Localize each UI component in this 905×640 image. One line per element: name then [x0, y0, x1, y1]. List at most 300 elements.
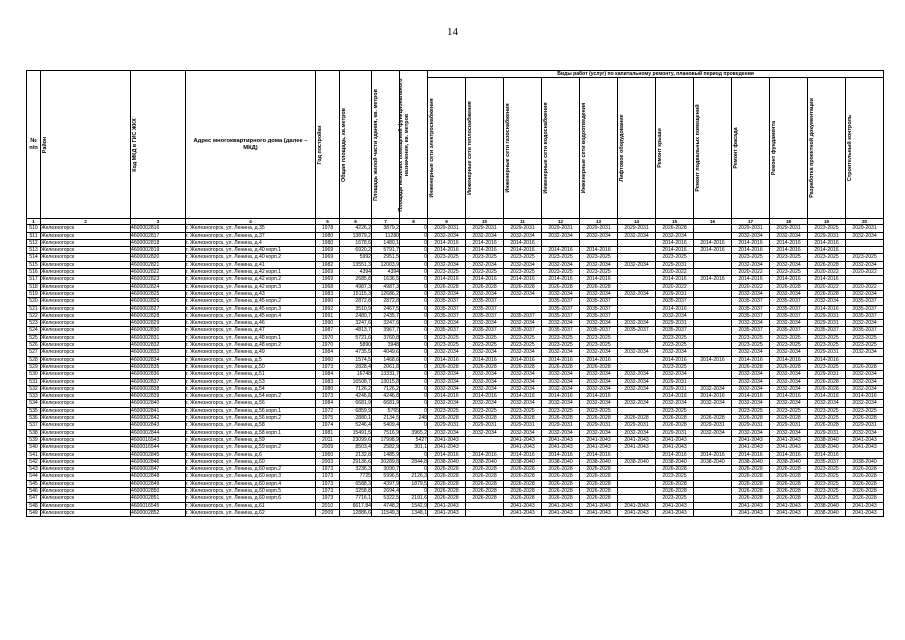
- cell-work-period: 2014-2016: [694, 239, 732, 246]
- cell-addr: г. Железногорск, ул. Ленина, д.45 корп.3: [186, 305, 316, 312]
- cell-work-period: 2041-2043: [656, 502, 694, 509]
- cell-work-period: 2026-2028: [466, 487, 504, 494]
- cell-y: 1973: [316, 495, 340, 502]
- cell-work-period: 2026-2028: [808, 378, 846, 385]
- table-row: [27, 283, 884, 290]
- cell-work-period: 2041-2043: [504, 436, 542, 443]
- cell-code: 4600002840: [131, 400, 186, 407]
- cell-n: 514: [27, 254, 41, 261]
- cell-work-period: 2023-2025: [808, 363, 846, 370]
- cell-work-period: 2023-2025: [808, 407, 846, 414]
- cell-la: 5791,7: [372, 247, 400, 254]
- cell-na: 0: [400, 320, 428, 327]
- cell-la: 12003,9: [372, 261, 400, 268]
- cell-code: 4600002833: [131, 349, 186, 356]
- cell-work-period: 2035-2037: [846, 327, 884, 334]
- cell-ta: 5246,4: [340, 422, 372, 429]
- cell-work-period: 2032-2034: [694, 400, 732, 407]
- cell-work-period: 2023-2025: [542, 342, 580, 349]
- table-row: [27, 276, 884, 283]
- cell-work-period: 2032-2034: [770, 385, 808, 392]
- cell-addr: г. Железногорск, ул. Ленина, д.56 корп.2: [186, 415, 316, 422]
- cell-work-period: 2041-2043: [618, 502, 656, 509]
- table-row: [27, 378, 884, 385]
- cell-work-period: 2035-2037: [732, 305, 770, 312]
- cell-work-period: 2026-2028: [580, 283, 618, 290]
- cell-work-period: 2026-2028: [542, 363, 580, 370]
- cell-work-period: 2026-2028: [466, 283, 504, 290]
- cell-work-period: 2014-2016: [504, 393, 542, 400]
- cell-work-period: 2035-2037: [466, 312, 504, 319]
- cell-work-period: 2026-2028: [580, 473, 618, 480]
- cell-work-period: [466, 444, 504, 451]
- cell-work-period: 2023-2025: [504, 254, 542, 261]
- cell-work-period: [694, 225, 732, 232]
- cell-work-period: 2026-2028: [504, 473, 542, 480]
- cell-work-period: 2029-2031: [770, 422, 808, 429]
- table-row: [27, 363, 884, 370]
- cell-work-period: [694, 269, 732, 276]
- cell-work-period: 2029-2031: [466, 422, 504, 429]
- cell-work-period: 2029-2031: [808, 320, 846, 327]
- cell-work-period: [846, 451, 884, 458]
- cell-ta: 5721,6: [340, 334, 372, 341]
- cell-y: 1991: [316, 312, 340, 319]
- cell-work-period: 2023-2025: [770, 254, 808, 261]
- cell-d: Железногорск: [41, 247, 131, 254]
- cell-work-period: 2032-2034: [542, 261, 580, 268]
- cell-work-period: 2032-2034: [542, 429, 580, 436]
- cell-ta: 1574,5: [340, 356, 372, 363]
- cell-work-period: 2035-2037: [770, 312, 808, 319]
- cell-work-period: 2029-2031: [428, 225, 466, 232]
- cell-na: 0: [400, 400, 428, 407]
- cell-work-period: 2023-2025: [732, 342, 770, 349]
- cell-work-period: 2014-2016: [846, 393, 884, 400]
- cell-y: 1968: [316, 283, 340, 290]
- cell-n: 539: [27, 436, 41, 443]
- cell-ta: 2132,8: [340, 451, 372, 458]
- cell-la: 11549,3: [372, 509, 400, 516]
- cell-work-period: 2029-2031: [656, 429, 694, 436]
- cell-work-period: 2026-2028: [542, 495, 580, 502]
- cell-work-period: [694, 327, 732, 334]
- cell-la: 17998,9: [372, 436, 400, 443]
- cell-work-period: 2029-2031: [656, 290, 694, 297]
- cell-work-period: [618, 334, 656, 341]
- cell-work-period: 2014-2016: [808, 451, 846, 458]
- cell-n: 515: [27, 261, 41, 268]
- cell-work-period: 2014-2016: [542, 356, 580, 363]
- cell-la: 4748,2: [372, 502, 400, 509]
- cell-work-period: 2035-2037: [466, 298, 504, 305]
- cell-work-period: 2035-2037: [580, 312, 618, 319]
- cell-work-period: 2032-2034: [466, 429, 504, 436]
- cell-work-period: 2032-2034: [428, 400, 466, 407]
- cell-d: Железногорск: [41, 363, 131, 370]
- cell-work-period: 2032-2034: [656, 349, 694, 356]
- cell-work-period: 2026-2028: [770, 473, 808, 480]
- cell-ta: 3258,8: [340, 487, 372, 494]
- cell-work-period: 2041-2043: [428, 444, 466, 451]
- table-row: [27, 451, 884, 458]
- cell-work-period: 2032-2034: [542, 232, 580, 239]
- cell-work-period: 2032-2034: [428, 378, 466, 385]
- cell-code: 4600002827: [131, 305, 186, 312]
- cell-work-period: 2026-2028: [732, 466, 770, 473]
- cell-work-period: [694, 473, 732, 480]
- cell-code: 4600016545: [131, 502, 186, 509]
- cell-y: 1980: [316, 232, 340, 239]
- cell-y: 1972: [316, 407, 340, 414]
- cell-work-period: [694, 334, 732, 341]
- cell-work-period: 2029-2031: [770, 225, 808, 232]
- cell-work-period: [618, 269, 656, 276]
- cell-y: 1978: [316, 225, 340, 232]
- cell-la: 1468,6: [372, 356, 400, 363]
- cell-work-period: [504, 305, 542, 312]
- cell-work-period: 2026-2028: [770, 487, 808, 494]
- cell-n: 547: [27, 495, 41, 502]
- cell-work-period: 2029-2031: [808, 232, 846, 239]
- cell-code: 4600002830: [131, 327, 186, 334]
- cell-work-period: [618, 247, 656, 254]
- cell-ta: 6681,9: [340, 400, 372, 407]
- cell-la: 2134,5: [372, 415, 400, 422]
- cell-code: 4600002819: [131, 247, 186, 254]
- cell-work-period: [504, 298, 542, 305]
- header-living-area: Площадь жилой части здания, кв. метров: [372, 71, 400, 219]
- cell-code: 4600002850: [131, 487, 186, 494]
- cell-work-period: 2038-2040: [808, 502, 846, 509]
- cell-work-period: 2026-2028: [846, 487, 884, 494]
- cell-y: 1984: [316, 371, 340, 378]
- cell-work-period: 2032-2034: [808, 400, 846, 407]
- cell-n: 526: [27, 342, 41, 349]
- cell-work-period: 2023-2025: [770, 269, 808, 276]
- cell-addr: г. Железногорск, ул. Ленина, д.51: [186, 371, 316, 378]
- cell-work-period: 2041-2043: [428, 436, 466, 443]
- cell-work-period: 2023-2025: [732, 254, 770, 261]
- cell-work-period: 2023-2025: [580, 254, 618, 261]
- table-row: [27, 371, 884, 378]
- cell-y: 1970: [316, 334, 340, 341]
- cell-addr: г. Железногорск, ул. Ленина, д.59 корп.2: [186, 444, 316, 451]
- cell-work-period: 2023-2025: [504, 269, 542, 276]
- cell-work-period: 2032-2034: [504, 385, 542, 392]
- cell-work-period: 2035-2037: [580, 305, 618, 312]
- cell-work-period: 2026-2028: [580, 495, 618, 502]
- cell-n: 521: [27, 305, 41, 312]
- header-no: № п/п: [27, 71, 41, 219]
- cell-work-period: 2032-2034: [466, 349, 504, 356]
- cell-work-period: 2020-2022: [846, 283, 884, 290]
- cell-d: Железногорск: [41, 327, 131, 334]
- cell-n: 520: [27, 298, 41, 305]
- cell-n: 540: [27, 444, 41, 451]
- cell-work-period: 2014-2016: [542, 451, 580, 458]
- cell-work-period: [694, 480, 732, 487]
- cell-y: 1982: [316, 261, 340, 268]
- cell-ta: 29136,6: [340, 458, 372, 465]
- cell-na: 0: [400, 312, 428, 319]
- column-number: 10: [466, 219, 504, 225]
- cell-na: 1348,1: [400, 509, 428, 516]
- cell-code: 4600002818: [131, 239, 186, 246]
- cell-d: Железногорск: [41, 342, 131, 349]
- cell-work-period: 2014-2016: [770, 393, 808, 400]
- cell-na: 0: [400, 349, 428, 356]
- cell-work-period: 2014-2016: [656, 305, 694, 312]
- cell-work-period: 2029-2031: [694, 422, 732, 429]
- cell-work-period: 2032-2034: [656, 400, 694, 407]
- header-work-11: Разработка проектной документации: [808, 78, 846, 219]
- cell-work-period: 2041-2043: [542, 509, 580, 516]
- cell-work-period: 2014-2016: [580, 247, 618, 254]
- cell-work-period: 2032-2034: [542, 385, 580, 392]
- cell-d: Железногорск: [41, 334, 131, 341]
- cell-work-period: 2023-2025: [808, 487, 846, 494]
- cell-work-period: 2026-2028: [656, 466, 694, 473]
- cell-work-period: 2023-2025: [656, 342, 694, 349]
- header-work-2: Инженерные сети теплоснабжения: [466, 78, 504, 219]
- cell-work-period: 2020-2022: [808, 269, 846, 276]
- cell-code: 4600002848: [131, 473, 186, 480]
- cell-work-period: 2029-2031: [542, 225, 580, 232]
- cell-work-period: [618, 239, 656, 246]
- cell-na: 0: [400, 356, 428, 363]
- cell-work-period: 2035-2037: [466, 327, 504, 334]
- cell-work-period: 2026-2028: [808, 290, 846, 297]
- table-row: [27, 225, 884, 232]
- cell-la: 4987,3: [372, 283, 400, 290]
- cell-work-period: 2032-2034: [732, 320, 770, 327]
- cell-code: 4600002834: [131, 356, 186, 363]
- cell-work-period: 2032-2034: [618, 349, 656, 356]
- cell-y: 2011: [316, 436, 340, 443]
- cell-work-period: [618, 480, 656, 487]
- cell-n: 518: [27, 283, 41, 290]
- cell-work-period: 2023-2025: [846, 254, 884, 261]
- cell-la: 12686,2: [372, 290, 400, 297]
- cell-la: 1485,9: [372, 451, 400, 458]
- cell-work-period: 2026-2028: [466, 466, 504, 473]
- cell-work-period: [694, 283, 732, 290]
- cell-work-period: 2026-2028: [732, 415, 770, 422]
- cell-work-period: 2035-2037: [732, 312, 770, 319]
- cell-y: 2009: [316, 444, 340, 451]
- cell-work-period: [618, 451, 656, 458]
- cell-addr: г. Железногорск, ул. Ленина, д.62: [186, 509, 316, 516]
- cell-code: 4600002832: [131, 342, 186, 349]
- cell-la: 2435,7: [372, 312, 400, 319]
- cell-work-period: 2038-2040: [542, 458, 580, 465]
- table-row: [27, 290, 884, 297]
- cell-work-period: 2032-2034: [732, 349, 770, 356]
- cell-addr: г. Железногорск, ул. Ленина, д.43: [186, 290, 316, 297]
- cell-ta: 3510,9: [340, 305, 372, 312]
- cell-d: Железногорск: [41, 239, 131, 246]
- cell-work-period: 2026-2028: [808, 385, 846, 392]
- cell-work-period: 2026-2028: [656, 225, 694, 232]
- cell-work-period: 2035-2037: [580, 298, 618, 305]
- cell-work-period: 2035-2037: [770, 298, 808, 305]
- column-number: 15: [656, 219, 694, 225]
- column-number: 7: [372, 219, 400, 225]
- cell-na: 0: [400, 451, 428, 458]
- table-row: [27, 305, 884, 312]
- cell-work-period: 2029-2031: [656, 378, 694, 385]
- cell-na: 0: [400, 385, 428, 392]
- cell-work-period: 2026-2028: [656, 487, 694, 494]
- cell-work-period: 2014-2016: [770, 239, 808, 246]
- cell-work-period: 2041-2043: [846, 509, 884, 516]
- cell-y: 2003: [316, 458, 340, 465]
- cell-work-period: 2014-2016: [466, 451, 504, 458]
- cell-work-period: 2023-2025: [428, 334, 466, 341]
- cell-work-period: 2023-2025: [808, 473, 846, 480]
- cell-na: 301,1: [400, 444, 428, 451]
- cell-addr: г. Железногорск, ул. Ленина, д.56 корп.1: [186, 407, 316, 414]
- cell-work-period: 2023-2025: [428, 269, 466, 276]
- table-row: [27, 487, 884, 494]
- cell-n: 524: [27, 327, 41, 334]
- header-work-4: Инженерные сети водоснабжения: [542, 78, 580, 219]
- column-number: 6: [340, 219, 372, 225]
- cell-work-period: 2035-2037: [504, 327, 542, 334]
- cell-ta: 2480,7: [340, 312, 372, 319]
- cell-work-period: 2032-2034: [504, 400, 542, 407]
- cell-work-period: 2014-2016: [428, 356, 466, 363]
- cell-work-period: 2035-2037: [428, 305, 466, 312]
- cell-na: 1542,9: [400, 502, 428, 509]
- cell-work-period: 2032-2034: [580, 371, 618, 378]
- cell-d: Железногорск: [41, 261, 131, 268]
- cell-work-period: 2032-2034: [770, 349, 808, 356]
- cell-work-period: 2023-2025: [542, 334, 580, 341]
- cell-work-period: 2029-2031: [846, 225, 884, 232]
- cell-work-period: 2026-2028: [732, 480, 770, 487]
- cell-work-period: 2035-2037: [656, 327, 694, 334]
- cell-work-period: 2023-2025: [808, 415, 846, 422]
- cell-n: 536: [27, 415, 41, 422]
- cell-work-period: 2026-2028: [504, 487, 542, 494]
- header-works-group: Виды работ (услуг) по капитальному ремонту, плановый период проведения: [428, 71, 884, 78]
- cell-la: 4246,8: [372, 393, 400, 400]
- cell-work-period: 2032-2034: [618, 320, 656, 327]
- cell-la: 4394: [372, 269, 400, 276]
- cell-d: Железногорск: [41, 407, 131, 414]
- header-district: Район: [41, 71, 131, 219]
- table-row: [27, 415, 884, 422]
- cell-work-period: 2029-2031: [732, 422, 770, 429]
- cell-work-period: [618, 407, 656, 414]
- cell-work-period: 2014-2016: [732, 393, 770, 400]
- cell-d: Железногорск: [41, 451, 131, 458]
- column-number: 4: [186, 219, 316, 225]
- cell-work-period: 2032-2034: [466, 385, 504, 392]
- cell-work-period: 2035-2037: [770, 305, 808, 312]
- cell-y: 1969: [316, 254, 340, 261]
- cell-na: 0: [400, 261, 428, 268]
- cell-work-period: 2023-2025: [732, 407, 770, 414]
- cell-addr: г. Железногорск, ул. Ленина, д.4: [186, 239, 316, 246]
- cell-work-period: 2032-2034: [618, 429, 656, 436]
- cell-work-period: 2032-2034: [694, 385, 732, 392]
- cell-d: Железногорск: [41, 415, 131, 422]
- cell-n: 534: [27, 400, 41, 407]
- cell-n: 543: [27, 466, 41, 473]
- cell-addr: г. Железногорск, ул. Ленина, д.54: [186, 385, 316, 392]
- cell-work-period: 2032-2034: [542, 349, 580, 356]
- cell-na: 0: [400, 269, 428, 276]
- cell-addr: г. Железногорск, ул. Ленина, д.60: [186, 458, 316, 465]
- header-address: Адрес многоквартирного дома (далее – МКД): [186, 71, 316, 219]
- cell-work-period: 2032-2034: [732, 371, 770, 378]
- cell-work-period: 2023-2025: [808, 334, 846, 341]
- cell-work-period: 2014-2016: [770, 276, 808, 283]
- cell-n: 548: [27, 502, 41, 509]
- cell-n: 531: [27, 378, 41, 385]
- cell-work-period: [694, 290, 732, 297]
- cell-addr: г. Железногорск, ул. Ленина, д.60 корп.3: [186, 473, 316, 480]
- cell-work-period: 2041-2043: [504, 502, 542, 509]
- cell-work-period: 2026-2028: [846, 495, 884, 502]
- cell-work-period: 2014-2016: [694, 356, 732, 363]
- cell-work-period: 2023-2025: [466, 269, 504, 276]
- cell-work-period: 2026-2028: [808, 261, 846, 268]
- cell-work-period: 2026-2028: [428, 363, 466, 370]
- cell-addr: г. Железногорск, ул. Ленина, д.48 корп.1: [186, 334, 316, 341]
- cell-ta: 1678,6: [340, 239, 372, 246]
- cell-work-period: 2038-2040: [580, 458, 618, 465]
- cell-work-period: 2032-2034: [428, 232, 466, 239]
- cell-addr: г. Железногорск, ул. Ленина, д.6: [186, 451, 316, 458]
- cell-work-period: 2023-2025: [466, 334, 504, 341]
- cell-work-period: [466, 436, 504, 443]
- cell-work-period: 2032-2034: [466, 320, 504, 327]
- cell-work-period: [618, 276, 656, 283]
- table-header: [27, 71, 884, 225]
- cell-work-period: 2041-2043: [542, 436, 580, 443]
- cell-work-period: 2035-2037: [580, 327, 618, 334]
- cell-work-period: 2014-2016: [770, 247, 808, 254]
- cell-work-period: 2029-2031: [808, 429, 846, 436]
- cell-ta: 2872,8: [340, 298, 372, 305]
- cell-work-period: [694, 495, 732, 502]
- cell-work-period: 2023-2025: [466, 254, 504, 261]
- cell-la: 11280: [372, 232, 400, 239]
- cell-work-period: 2032-2034: [504, 261, 542, 268]
- cell-work-period: 2035-2037: [542, 312, 580, 319]
- cell-work-period: 2029-2031: [580, 225, 618, 232]
- cell-na: 3965,2: [400, 429, 428, 436]
- cell-work-period: [618, 283, 656, 290]
- cell-ta: 15115,3: [340, 290, 372, 297]
- cell-work-period: 2014-2016: [428, 393, 466, 400]
- cell-code: 4600002839: [131, 393, 186, 400]
- cell-work-period: 2023-2025: [808, 495, 846, 502]
- cell-na: 0: [400, 298, 428, 305]
- cell-na: 0: [400, 247, 428, 254]
- cell-work-period: 2038-2040: [504, 458, 542, 465]
- cell-na: 2126,3: [400, 473, 428, 480]
- cell-work-period: 2041-2043: [770, 444, 808, 451]
- cell-y: 1984: [316, 349, 340, 356]
- cell-ta: 13551,3: [340, 261, 372, 268]
- cell-na: 0: [400, 371, 428, 378]
- cell-work-period: 2014-2016: [656, 247, 694, 254]
